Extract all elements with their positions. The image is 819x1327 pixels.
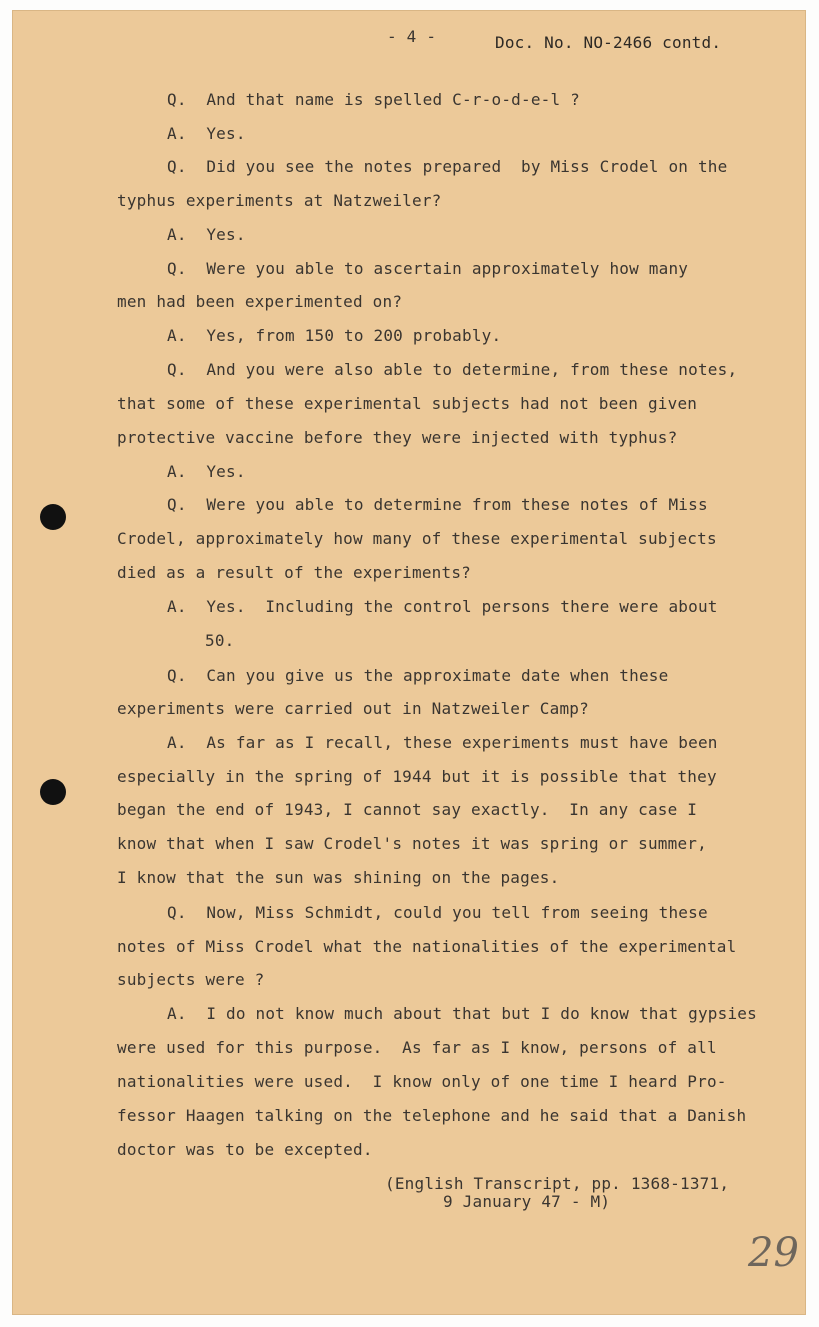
punch-hole [40, 779, 66, 805]
text-line: notes of Miss Crodel what the nationalities of the experimental [117, 937, 737, 956]
punch-hole [40, 504, 66, 530]
text-line: men had been experimented on? [117, 292, 403, 311]
question-line: Q. Were you able to ascertain approximately how many [167, 259, 689, 278]
handwritten-page-number: 29 [748, 1230, 799, 1276]
answer-line: A. Yes. [167, 462, 246, 481]
question-line: Q. Did you see the notes prepared by Miss Crodel on the [167, 157, 728, 176]
text-line: typhus experiments at Natzweiler? [117, 191, 442, 210]
question-line: Q. Now, Miss Schmidt, could you tell from seeing these [167, 903, 708, 922]
answer-line: A. Yes. [167, 225, 246, 244]
text-line: protective vaccine before they were injected with typhus? [117, 428, 678, 447]
question-line: Q. Can you give us the approximate date when these [167, 666, 669, 685]
text-line: died as a result of the experiments? [117, 563, 471, 582]
citation-line: (English Transcript, pp. 1368-1371, [385, 1174, 730, 1193]
question-line: Q. And you were also able to determine, from these notes, [167, 360, 738, 379]
text-line: I know that the sun was shining on the pages. [117, 868, 560, 887]
text-line: subjects were ? [117, 970, 265, 989]
text-line: experiments were carried out in Natzweiler Camp? [117, 699, 589, 718]
question-line: Q. And that name is spelled C-r-o-d-e-l ? [167, 90, 580, 109]
citation-line: 9 January 47 - M) [443, 1192, 611, 1211]
text-line: were used for this purpose. As far as I know, persons of all [117, 1038, 717, 1057]
text-line: especially in the spring of 1944 but it is possible that they [117, 767, 717, 786]
answer-line: A. Yes, from 150 to 200 probably. [167, 326, 502, 345]
answer-line: A. Yes. [167, 124, 246, 143]
text-line: doctor was to be excepted. [117, 1140, 373, 1159]
text-line: Crodel, approximately how many of these experimental subjects [117, 529, 717, 548]
page-number-header: - 4 - [387, 27, 437, 46]
answer-line: A. As far as I recall, these experiments must have been [167, 733, 718, 752]
text-line: nationalities were used. I know only of one time I heard Pro- [117, 1072, 727, 1091]
document-reference: Doc. No. NO-2466 contd. [495, 33, 722, 52]
question-line: Q. Were you able to determine from these notes of Miss [167, 495, 708, 514]
answer-line: A. I do not know much about that but I do know that gypsies [167, 1004, 757, 1023]
answer-line: A. Yes. Including the control persons there were about [167, 597, 718, 616]
text-line: 50. [205, 631, 235, 650]
text-line: know that when I saw Crodel's notes it was spring or summer, [117, 834, 707, 853]
text-line: began the end of 1943, I cannot say exactly. In any case I [117, 800, 698, 819]
text-line: that some of these experimental subjects had not been given [117, 394, 698, 413]
text-line: fessor Haagen talking on the telephone and he said that a Danish [117, 1106, 747, 1125]
